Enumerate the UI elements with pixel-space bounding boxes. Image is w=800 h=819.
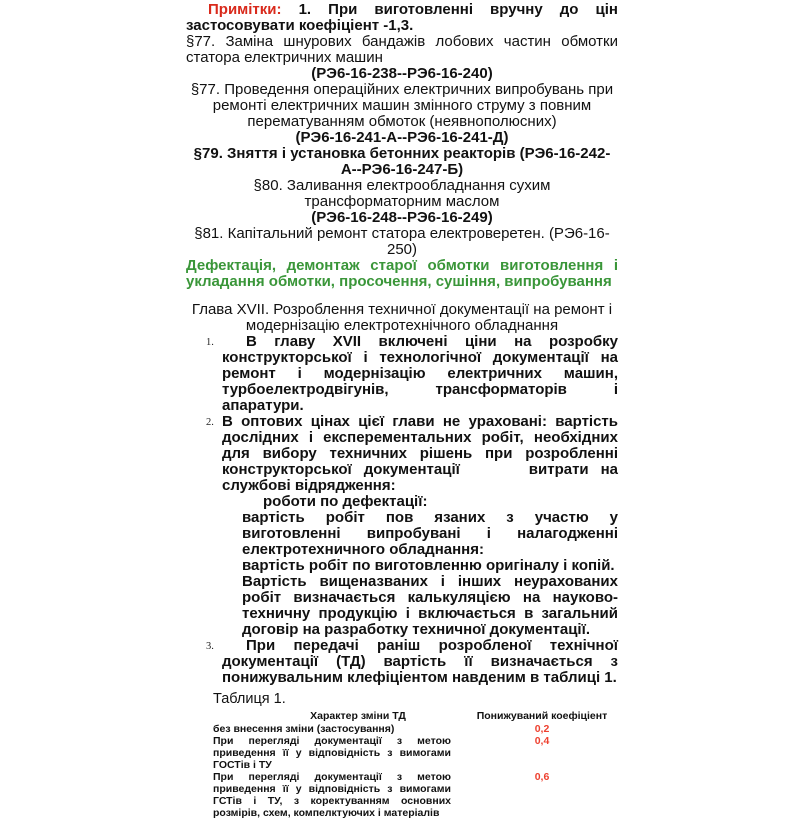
list-item-2-number: 2. — [206, 417, 214, 428]
list-item-2 — [186, 414, 618, 638]
table-row-2-coefficient: 0,4 — [534, 735, 550, 747]
paragraph-77a: §77. Заміна шнурових бандажів лобових частин обмотки статора електричних машин — [186, 33, 618, 66]
reference-238-240: (РЭ6-16-238--РЭ6-16-240) — [311, 65, 493, 82]
chapter-title: Глава XVII. Розроблення техничної документації на ремонт і модернізацію електротехнічного обладнання — [191, 301, 613, 334]
paragraph-80: §80. Заливання електрообладнання сухим трансформаторним маслом — [253, 177, 551, 210]
list-item-1-number: 1. — [206, 337, 214, 348]
reference-248-249: (РЭ6-16-248--РЭ6-16-249) — [311, 209, 493, 226]
list-item-1-text: В главу XVII включені ціни на розробку конструкторської і технологічної документації на ремонт і модернізацію електричних машин, турбоелектродвігунів, трансформаторів і апаратури. — [222, 333, 618, 414]
list-item-3-number: 3. — [206, 641, 214, 652]
list-item-2-text: В оптових цінах цієї глави не ураховані: вартість дослідних і експерементальних робіт, необхідних для вибору техничних рішень при розробленні конструкторської документації витрати на службові відрядження: — [222, 413, 618, 494]
table-row-3-coefficient: 0,6 — [534, 771, 550, 783]
green-note: Дефектація, демонтаж старої обмотки виготовлення і укладання обмотки, просочення, сушіння, випробування — [186, 257, 618, 290]
table-header-change: Характер зміни ТД — [310, 710, 406, 722]
notes-label: Примітки: — [208, 1, 282, 18]
table-row-1-coefficient: 0,2 — [534, 723, 550, 735]
list-item-2-sub-paragraph-1: вартість робіт пов язаних з участю у виготовленні випробувані і налагодженні електротехничного обладнання: — [242, 509, 618, 558]
list-item-3 — [186, 638, 618, 686]
list-item-1 — [186, 334, 618, 414]
paragraph-81: §81. Капітальний ремонт статора електроверетен. (РЭ6-16-250) — [194, 225, 610, 258]
list-item-2-sub-heading: роботи по дефектації: — [263, 493, 428, 510]
document-page — [186, 2, 618, 819]
table-row-1-change: без внесення зміни (застосування) — [213, 723, 395, 735]
table-row-3-change: При перегляді документації з метою приведення її у відповідність з вимогами ГСТів і ТУ, з коректуванням основних розмірів, схем, компелктуючих і матеріалів — [213, 771, 451, 819]
table-header-coefficient: Понижуваний коефіціент — [476, 710, 608, 722]
table-row-2-change: При перегляді документації з метою приведення її у відповідність з вимогами ГОСТів і ТУ — [213, 735, 451, 771]
list-item-2-sub-paragraph-3: Вартість вищеназваних і інших неурахованих робіт визначається калькуляцією на науково-техничну продукцію і включається в загальний договір на разработку техничної документації. — [242, 573, 618, 638]
notes-paragraph — [186, 2, 618, 34]
list-item-2-sub-paragraph-2: вартість робіт по виготовленню оригіналу і копій. — [242, 557, 615, 574]
notes-text: 1. При виготовленні вручну до цін застосовувати коефіціент -1,3. — [186, 1, 618, 34]
list-item-3-text: При передачі раніш розробленої технічної документації (ТД) вартість її визначається з понижувальним клефіціентом навденим в таблиці 1. — [222, 637, 618, 686]
reference-241: (РЭ6-16-241-А--РЭ6-16-241-Д) — [295, 129, 509, 146]
coefficient-table — [213, 710, 618, 819]
table-caption: Таблиця 1. — [213, 691, 286, 707]
paragraph-77b: §77. Проведення операційних електричних випробувань при ремонті електричних машин змінного струму з повним перематуванням обмоток (неявнополюсних) — [190, 81, 614, 130]
paragraph-79: §79. Зняття і установка бетонних реакторів (РЭ6-16-242-А--РЭ6-16-247-Б) — [193, 145, 611, 178]
